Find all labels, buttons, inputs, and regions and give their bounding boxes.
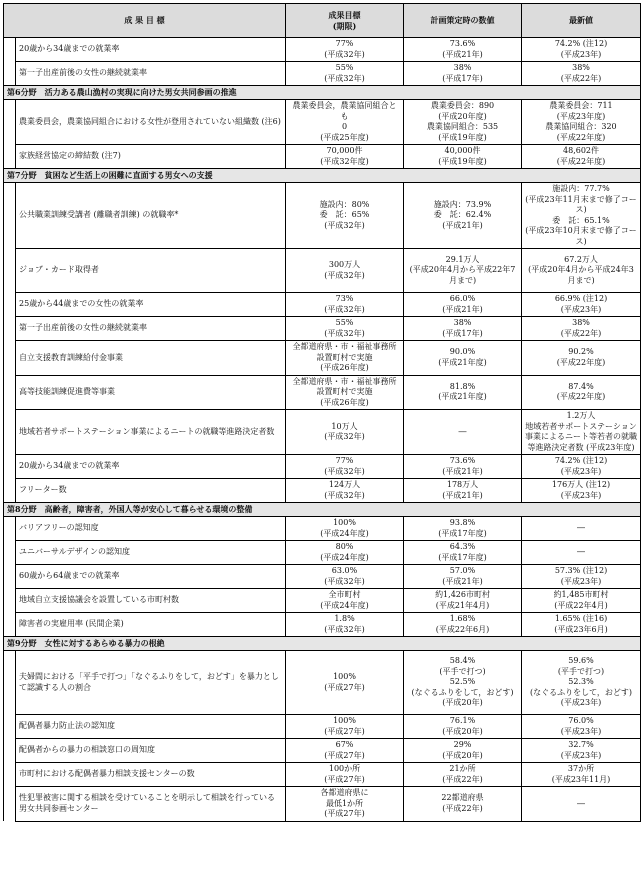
row-gutter	[4, 565, 16, 589]
cell-baseline: 21か所 (平成22年)	[404, 763, 522, 787]
table-body	[4, 38, 641, 822]
cell-target: 73% (平成32年)	[286, 293, 404, 317]
cell-target: 全都道府県・市・福祉事務所設置町村で実施 (平成26年度)	[286, 341, 404, 376]
cell-target: 100% (平成27年)	[286, 651, 404, 715]
cell-latest: 1.2万人 地域若者サポートステーション事業によるニート等若者の就職等進路決定者数 (平成23年度)	[522, 410, 641, 455]
cell-latest: 施設内：77.7% (平成23年11月末まで修了コース) 委 託：65.1% (平成23年10月末まで修了コース)	[522, 183, 641, 249]
cell-item: 高等技能訓練促進費等事業	[16, 375, 286, 410]
cell-item: フリーター数	[16, 479, 286, 503]
cell-latest: ―	[522, 787, 641, 822]
cell-baseline: 29% (平成20年)	[404, 739, 522, 763]
cell-latest: ―	[522, 517, 641, 541]
table-row	[4, 541, 641, 565]
table-row	[4, 38, 641, 62]
cell-item: 性犯罪被害に関する相談を受けていることを明示して相談を行っている男女共同参画センター	[16, 787, 286, 822]
cell-baseline: 73.6% (平成21年)	[404, 38, 522, 62]
section-header-row	[4, 637, 641, 651]
cell-baseline: 40,000件 (平成19年度)	[404, 145, 522, 169]
section-title: 第7分野 貧困など生活上の困難に直面する男女への支援	[4, 169, 641, 183]
cell-target: 100か所 (平成27年)	[286, 763, 404, 787]
cell-target: 農業委員会，農業協同組合とも 0 (平成25年度)	[286, 100, 404, 145]
cell-target: 300万人 (平成32年)	[286, 249, 404, 293]
section-header-row	[4, 169, 641, 183]
row-gutter	[4, 410, 16, 455]
header-target: 成果目標 (期限)	[286, 4, 404, 38]
cell-target: 63.0% (平成32年)	[286, 565, 404, 589]
cell-baseline: 施設内：73.9% 委 託：62.4% (平成21年)	[404, 183, 522, 249]
row-gutter	[4, 38, 16, 62]
cell-item: 20歳から34歳までの就業率	[16, 38, 286, 62]
table-row	[4, 479, 641, 503]
cell-item: 自立支援教育訓練給付金事業	[16, 341, 286, 376]
table-row	[4, 145, 641, 169]
table-row	[4, 613, 641, 637]
cell-target: 1.8% (平成32年)	[286, 613, 404, 637]
cell-target: 67% (平成27年)	[286, 739, 404, 763]
row-gutter	[4, 479, 16, 503]
table-row	[4, 62, 641, 86]
row-gutter	[4, 341, 16, 376]
table-row	[4, 517, 641, 541]
cell-item: ジョブ・カード取得者	[16, 249, 286, 293]
cell-target: 全都道府県・市・福祉事務所設置町村で実施 (平成26年度)	[286, 375, 404, 410]
cell-target: 各都道府県に 最低1か所 (平成27年)	[286, 787, 404, 822]
cell-baseline: 38% (平成17年)	[404, 317, 522, 341]
section-title: 第9分野 女性に対するあらゆる暴力の根絶	[4, 637, 641, 651]
table-row	[4, 341, 641, 376]
cell-item: 配偶者からの暴力の相談窓口の周知度	[16, 739, 286, 763]
cell-baseline: 約1,426市町村 (平成21年4月)	[404, 589, 522, 613]
table-row	[4, 565, 641, 589]
cell-target: 全市町村 (平成24年度)	[286, 589, 404, 613]
cell-item: 夫婦間における「平手で打つ」「なぐるふりをして，おどす」を暴力として認識する人の割合	[16, 651, 286, 715]
row-gutter	[4, 455, 16, 479]
cell-baseline: 73.6% (平成21年)	[404, 455, 522, 479]
cell-item: 第一子出産前後の女性の継続就業率	[16, 317, 286, 341]
cell-baseline: 178万人 (平成21年)	[404, 479, 522, 503]
table-row	[4, 651, 641, 715]
row-gutter	[4, 739, 16, 763]
cell-latest: 37か所 (平成23年11月)	[522, 763, 641, 787]
row-gutter	[4, 651, 16, 715]
cell-latest: 農業委員会：711 (平成23年度) 農業協同組合：320 (平成22年度)	[522, 100, 641, 145]
table-row	[4, 763, 641, 787]
section-title: 第8分野 高齢者，障害者，外国人等が安心して暮らせる環境の整備	[4, 503, 641, 517]
cell-item: 配偶者暴力防止法の認知度	[16, 715, 286, 739]
cell-latest: 57.3% (注12) (平成23年)	[522, 565, 641, 589]
cell-baseline: 22都道府県 (平成22年)	[404, 787, 522, 822]
row-gutter	[4, 100, 16, 145]
cell-target: 80% (平成24年度)	[286, 541, 404, 565]
cell-target: 77% (平成32年)	[286, 38, 404, 62]
outcome-targets-table	[3, 3, 641, 822]
cell-baseline: 農業委員会：890 (平成20年度) 農業協同組合：535 (平成19年度)	[404, 100, 522, 145]
row-gutter	[4, 317, 16, 341]
cell-baseline: ―	[404, 410, 522, 455]
row-gutter	[4, 375, 16, 410]
cell-item: 60歳から64歳までの就業率	[16, 565, 286, 589]
cell-latest: 74.2% (注12) (平成23年)	[522, 38, 641, 62]
header-item: 成 果 目 標	[4, 4, 286, 38]
cell-latest: 66.9% (注12) (平成23年)	[522, 293, 641, 317]
table-row	[4, 375, 641, 410]
table-row	[4, 293, 641, 317]
cell-latest: 約1,485市町村 (平成22年4月)	[522, 589, 641, 613]
row-gutter	[4, 787, 16, 822]
cell-baseline: 76.1% (平成20年)	[404, 715, 522, 739]
cell-item: 25歳から44歳までの女性の就業率	[16, 293, 286, 317]
table-row	[4, 739, 641, 763]
cell-baseline: 58.4% (平手で打つ) 52.5% (なぐるふりをして，おどす) (平成20年)	[404, 651, 522, 715]
table-header-row	[4, 4, 641, 38]
table-row	[4, 787, 641, 822]
table-row	[4, 183, 641, 249]
cell-latest: 59.6% (平手で打つ) 52.3% (なぐるふりをして，おどす) (平成23年)	[522, 651, 641, 715]
table-row	[4, 249, 641, 293]
table-row	[4, 715, 641, 739]
cell-item: 第一子出産前後の女性の継続就業率	[16, 62, 286, 86]
cell-baseline: 57.0% (平成21年)	[404, 565, 522, 589]
cell-target: 100% (平成27年)	[286, 715, 404, 739]
cell-latest: 74.2% (注12) (平成23年)	[522, 455, 641, 479]
cell-item: 障害者の実雇用率 (民間企業)	[16, 613, 286, 637]
cell-latest: 38% (平成22年)	[522, 62, 641, 86]
section-title: 第6分野 活力ある農山漁村の実現に向けた男女共同参画の推進	[4, 86, 641, 100]
row-gutter	[4, 589, 16, 613]
cell-baseline: 66.0% (平成21年)	[404, 293, 522, 317]
cell-target: 10万人 (平成32年)	[286, 410, 404, 455]
cell-item: ユニバーサルデザインの認知度	[16, 541, 286, 565]
cell-target: 55% (平成32年)	[286, 62, 404, 86]
cell-latest: 38% (平成22年)	[522, 317, 641, 341]
cell-baseline: 81.8% (平成21年度)	[404, 375, 522, 410]
cell-item: 公共職業訓練受講者 (離職者訓練) の就職率*	[16, 183, 286, 249]
cell-latest: 176万人 (注12) (平成23年)	[522, 479, 641, 503]
section-header-row	[4, 503, 641, 517]
table-row	[4, 317, 641, 341]
row-gutter	[4, 62, 16, 86]
header-baseline: 計画策定時の数値	[404, 4, 522, 38]
cell-item: 市町村における配偶者暴力相談支援センターの数	[16, 763, 286, 787]
cell-target: 施設内：80% 委 託：65% (平成32年)	[286, 183, 404, 249]
cell-baseline: 1.68% (平成22年6月)	[404, 613, 522, 637]
cell-latest: 32.7% (平成23年)	[522, 739, 641, 763]
row-gutter	[4, 517, 16, 541]
row-gutter	[4, 145, 16, 169]
header-latest: 最新値	[522, 4, 641, 38]
cell-latest: 48,602件 (平成22年度)	[522, 145, 641, 169]
cell-latest: 90.2% (平成22年度)	[522, 341, 641, 376]
table-row	[4, 100, 641, 145]
table-row	[4, 455, 641, 479]
cell-baseline: 29.1万人 (平成20年4月から平成22年7月まで)	[404, 249, 522, 293]
cell-latest: ―	[522, 541, 641, 565]
cell-latest: 76.0% (平成23年)	[522, 715, 641, 739]
cell-item: 地域自立支援協議会を設置している市町村数	[16, 589, 286, 613]
table-row	[4, 589, 641, 613]
row-gutter	[4, 293, 16, 317]
cell-baseline: 64.3% (平成17年度)	[404, 541, 522, 565]
cell-item: 農業委員会，農業協同組合における女性が登用されていない組織数 (注6)	[16, 100, 286, 145]
cell-target: 55% (平成32年)	[286, 317, 404, 341]
row-gutter	[4, 541, 16, 565]
cell-target: 77% (平成32年)	[286, 455, 404, 479]
table-row	[4, 410, 641, 455]
cell-baseline: 90.0% (平成21年度)	[404, 341, 522, 376]
row-gutter	[4, 715, 16, 739]
cell-baseline: 93.8% (平成17年度)	[404, 517, 522, 541]
cell-target: 70,000件 (平成32年度)	[286, 145, 404, 169]
row-gutter	[4, 613, 16, 637]
cell-target: 124万人 (平成32年)	[286, 479, 404, 503]
cell-item: バリアフリーの認知度	[16, 517, 286, 541]
row-gutter	[4, 183, 16, 249]
section-header-row	[4, 86, 641, 100]
cell-latest: 1.65% (注16) (平成23年6月)	[522, 613, 641, 637]
cell-latest: 67.2万人 (平成20年4月から平成24年3月まで)	[522, 249, 641, 293]
cell-latest: 87.4% (平成22年度)	[522, 375, 641, 410]
cell-target: 100% (平成24年度)	[286, 517, 404, 541]
cell-item: 20歳から34歳までの就業率	[16, 455, 286, 479]
row-gutter	[4, 763, 16, 787]
cell-item: 家族経営協定の締結数 (注7)	[16, 145, 286, 169]
cell-baseline: 38% (平成17年)	[404, 62, 522, 86]
row-gutter	[4, 249, 16, 293]
cell-item: 地域若者サポートステーション事業によるニートの就職等進路決定者数	[16, 410, 286, 455]
